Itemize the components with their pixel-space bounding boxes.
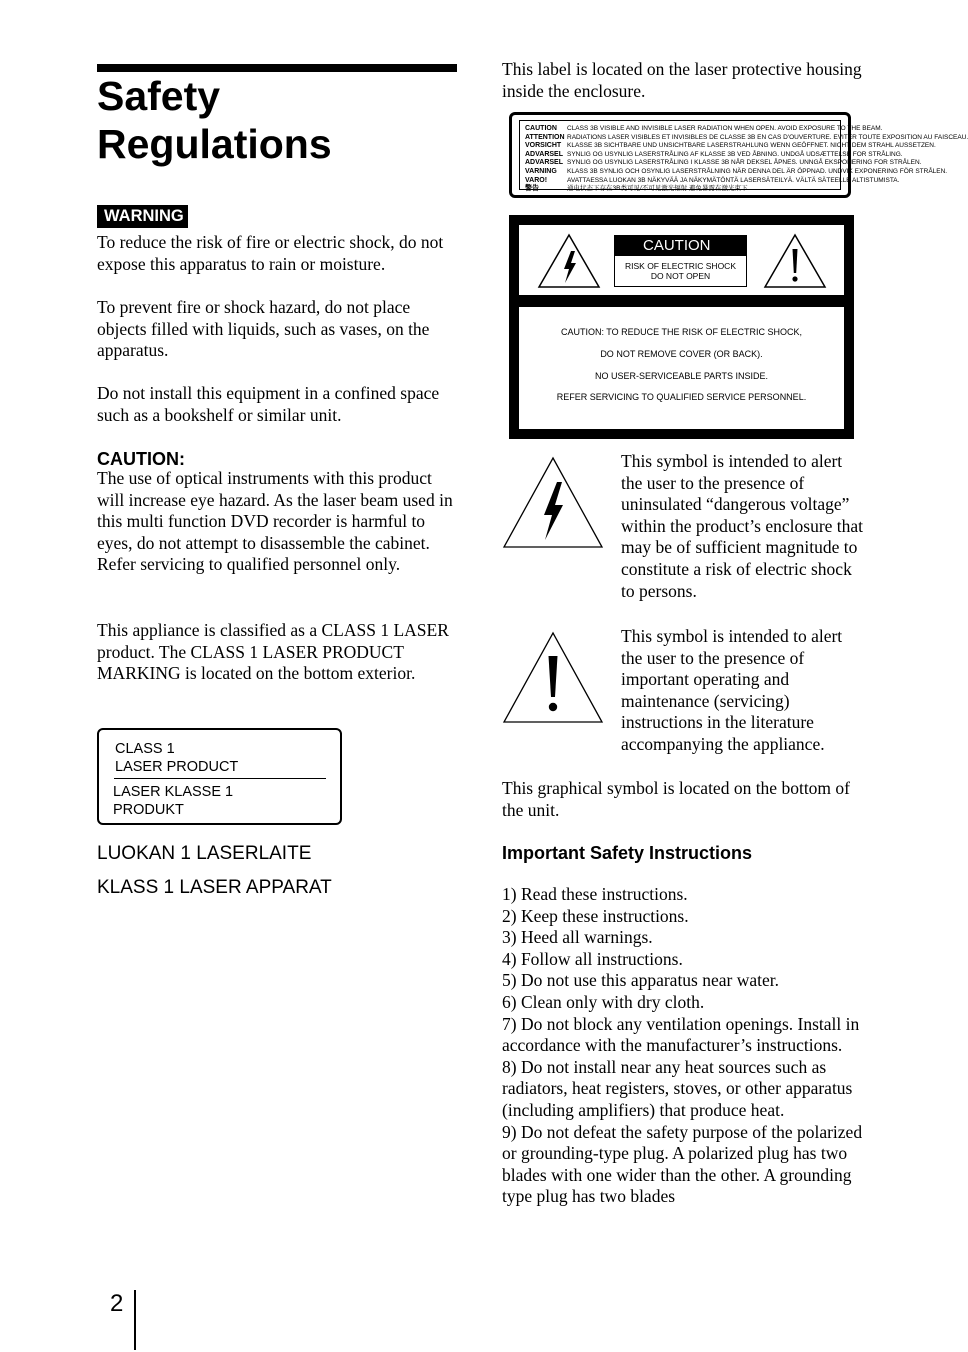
class1-line1: CLASS 1 <box>115 741 175 757</box>
laser-label-text: SYNLIG OG USYNLIG LASERSTRÅLING AF KLASSE 3B VED ÅBNING. UNDGÅ UDSÆTTELSE FOR STRÅLING. <box>567 150 903 158</box>
list-item: 6) Clean only with dry cloth. <box>502 991 705 1012</box>
important-safety-heading: Important Safety Instructions <box>502 843 753 863</box>
class1-line4: PRODUKT <box>113 802 184 818</box>
class1-line3: LASER KLASSE 1 <box>113 784 234 800</box>
laser-label-lang: ADVARSEL <box>525 159 563 167</box>
laser-label-text: KLASSE 3B SICHTBARE UND UNSICHTBARE LASERSTRAHLUNG WENN GEÖFFNET. NICHT DEM STRAHL AUSSETZEN. <box>567 142 936 150</box>
caution-box <box>614 235 747 287</box>
klass-text: KLASS 1 LASER APPARAT <box>97 877 332 898</box>
laser-label-row <box>525 159 922 168</box>
laser-label-text: 通电状态下存在3B类可见/不可见激光辐射 避免暴露在激光束下 <box>567 185 748 193</box>
page-title <box>97 72 477 168</box>
instructions-list <box>502 884 864 1208</box>
laser-label-row <box>525 176 900 186</box>
class1-label-english <box>115 740 238 776</box>
laser-label-row <box>525 167 948 177</box>
lightning-triangle-icon <box>502 456 604 550</box>
list-item: 1) Read these instructions. <box>502 884 688 904</box>
laser-label-intro: This label is located on the laser protective housing inside the enclosure. <box>502 59 862 101</box>
caution-line: DO NOT REMOVE COVER (OR BACK). <box>600 349 763 359</box>
luokan-text: LUOKAN 1 LASERLAITE <box>97 843 312 864</box>
symbol2-description: This symbol is intended to alert the user to the presence of important operating and maintenance (servicing) instructions in the literature accompanying the appliance. <box>621 626 843 754</box>
class1-label-german <box>113 783 233 819</box>
list-item: 8) Do not install near any heat sources such as radiators, heat registers, stoves, or other apparatus (including amplifiers) that produce heat. <box>502 1056 853 1120</box>
caution-paragraph-2: This appliance is classified as a CLASS 1 LASER product. The CLASS 1 LASER PRODUCT MARKING is located on the bottom exterior. <box>97 620 449 684</box>
list-item: 4) Follow all instructions. <box>502 948 683 969</box>
graphical-symbol-note: This graphical symbol is located on the bottom of the unit. <box>502 778 850 820</box>
caution-line: NO USER-SERVICEABLE PARTS INSIDE. <box>594 371 769 381</box>
list-item: 5) Do not use this apparatus near water. <box>502 970 780 991</box>
caution-heading: CAUTION: <box>97 449 185 469</box>
exclamation-warning-icon <box>763 233 827 289</box>
list-item: 7) Do not block any ventilation openings. Install in accordance with the manufacturer’s instructions. <box>502 1013 860 1056</box>
laser-warning-label <box>509 112 968 198</box>
laser-label-lang: CAUTION <box>525 125 557 132</box>
laser-label-row <box>525 185 840 194</box>
warning-badge: WARNING <box>97 205 188 228</box>
caution-caption: CAUTION <box>615 236 746 256</box>
title-rule <box>97 64 457 72</box>
caution-line: REFER SERVICING TO QUALIFIED SERVICE PERSONNEL. <box>556 392 807 402</box>
caution-paragraph-1: The use of optical instruments with this product will increase eye hazard. As the laser beam used in this multi function DVD recorder is harmful to eyes, do not attempt to disassemble the cabinet. Refer servicing to qualified personnel only. <box>97 468 453 575</box>
laser-label-lang: 警告 <box>525 185 539 193</box>
list-item: 3) Heed all warnings. <box>502 927 653 948</box>
class1-divider <box>114 778 326 779</box>
caution-line: CAUTION: TO REDUCE THE RISK OF ELECTRIC SHOCK, <box>560 327 803 337</box>
laser-label-row <box>525 142 936 151</box>
page-number: 2 <box>110 1290 124 1317</box>
laser-label-row <box>525 125 883 134</box>
laser-label-text: RADIATIONS LASER VISIBLES ET INVISIBLES DE CLASSE 3B EN CAS D'OUVERTURE. EVITER TOUTE EXPOSITION AU FAISCEAU. <box>567 133 968 141</box>
warning-paragraph-1: To reduce the risk of fire or electric shock, do not expose this apparatus to rain or moisture. <box>97 232 444 274</box>
exclamation-triangle-icon <box>502 631 604 725</box>
laser-label-text: SYNLIG OG USYNLIG LASERSTRÅLING I KLASSE 3B NÅR DEKSEL ÅPNES. UNNGÅ EKSPONERING FOR STRÅLEN. <box>567 159 922 167</box>
page-title-line1: Safety <box>97 73 221 119</box>
caution-sub1: RISK OF ELECTRIC SHOCK <box>625 261 736 271</box>
laser-label-lang: VORSICHT <box>525 142 562 150</box>
laser-label-lang: ATTENTION <box>525 133 565 141</box>
symbol1-description: This symbol is intended to alert the user to the presence of uninsulated “dangerous voltage” within the product’s enclosure that may be of sufficient magnitude to constitute a risk of electric shock to persons. <box>621 451 864 601</box>
laser-label-row <box>525 133 968 143</box>
warning-paragraph-3: Do not install this equipment in a confined space such as a bookshelf or similar unit. <box>97 383 440 425</box>
list-item: 2) Keep these instructions. <box>502 905 689 926</box>
laser-label-text: AVATTAESSA LUOKAN 3B NÄKYVÄÄ JA NÄKYMÄTÖNTÄ LASERSÄTEILYÄ. VÄLTÄ SÄTEELLE ALTISTUMISTA. <box>567 176 900 184</box>
laser-label-text: KLASS 3B SYNLIG OCH OSYNLIG LASERSTRÅLNING NÄR DENNA DEL ÄR ÖPPNAD. UNDVIK EXPONERING FÖR STRÅLEN. <box>567 167 948 175</box>
laser-label-lang: ADVARSEL <box>525 150 563 158</box>
list-item: 9) Do not defeat the safety purpose of the polarized or grounding-type plug. A polarized plug has two blades with one wider than the other. A grounding type plug has two blades <box>502 1121 863 1207</box>
warning-paragraph-2: To prevent fire or shock hazard, do not place objects filled with liquids, such as vases, on the apparatus. <box>97 297 430 361</box>
class1-laser-label <box>97 728 342 825</box>
page-number-rule <box>134 1290 136 1350</box>
lightning-warning-icon <box>537 233 601 289</box>
laser-label-rows <box>519 120 968 193</box>
laser-label-lang: VARNING <box>525 167 557 175</box>
caution-subtitle <box>615 256 746 281</box>
caution-shock-panel <box>509 215 854 439</box>
laser-label-lang: VARO! <box>525 176 548 184</box>
caution-panel-top <box>519 225 844 295</box>
laser-label-text: CLASS 3B VISIBLE AND INVISIBLE LASER RADIATION WHEN OPEN. AVOID EXPOSURE TO THE BEAM. <box>567 125 883 132</box>
caution-panel-bottom <box>519 307 844 429</box>
page-title-line2: Regulations <box>97 121 332 167</box>
caution-sub2: DO NOT OPEN <box>650 271 711 281</box>
class1-line2: LASER PRODUCT <box>115 759 239 775</box>
